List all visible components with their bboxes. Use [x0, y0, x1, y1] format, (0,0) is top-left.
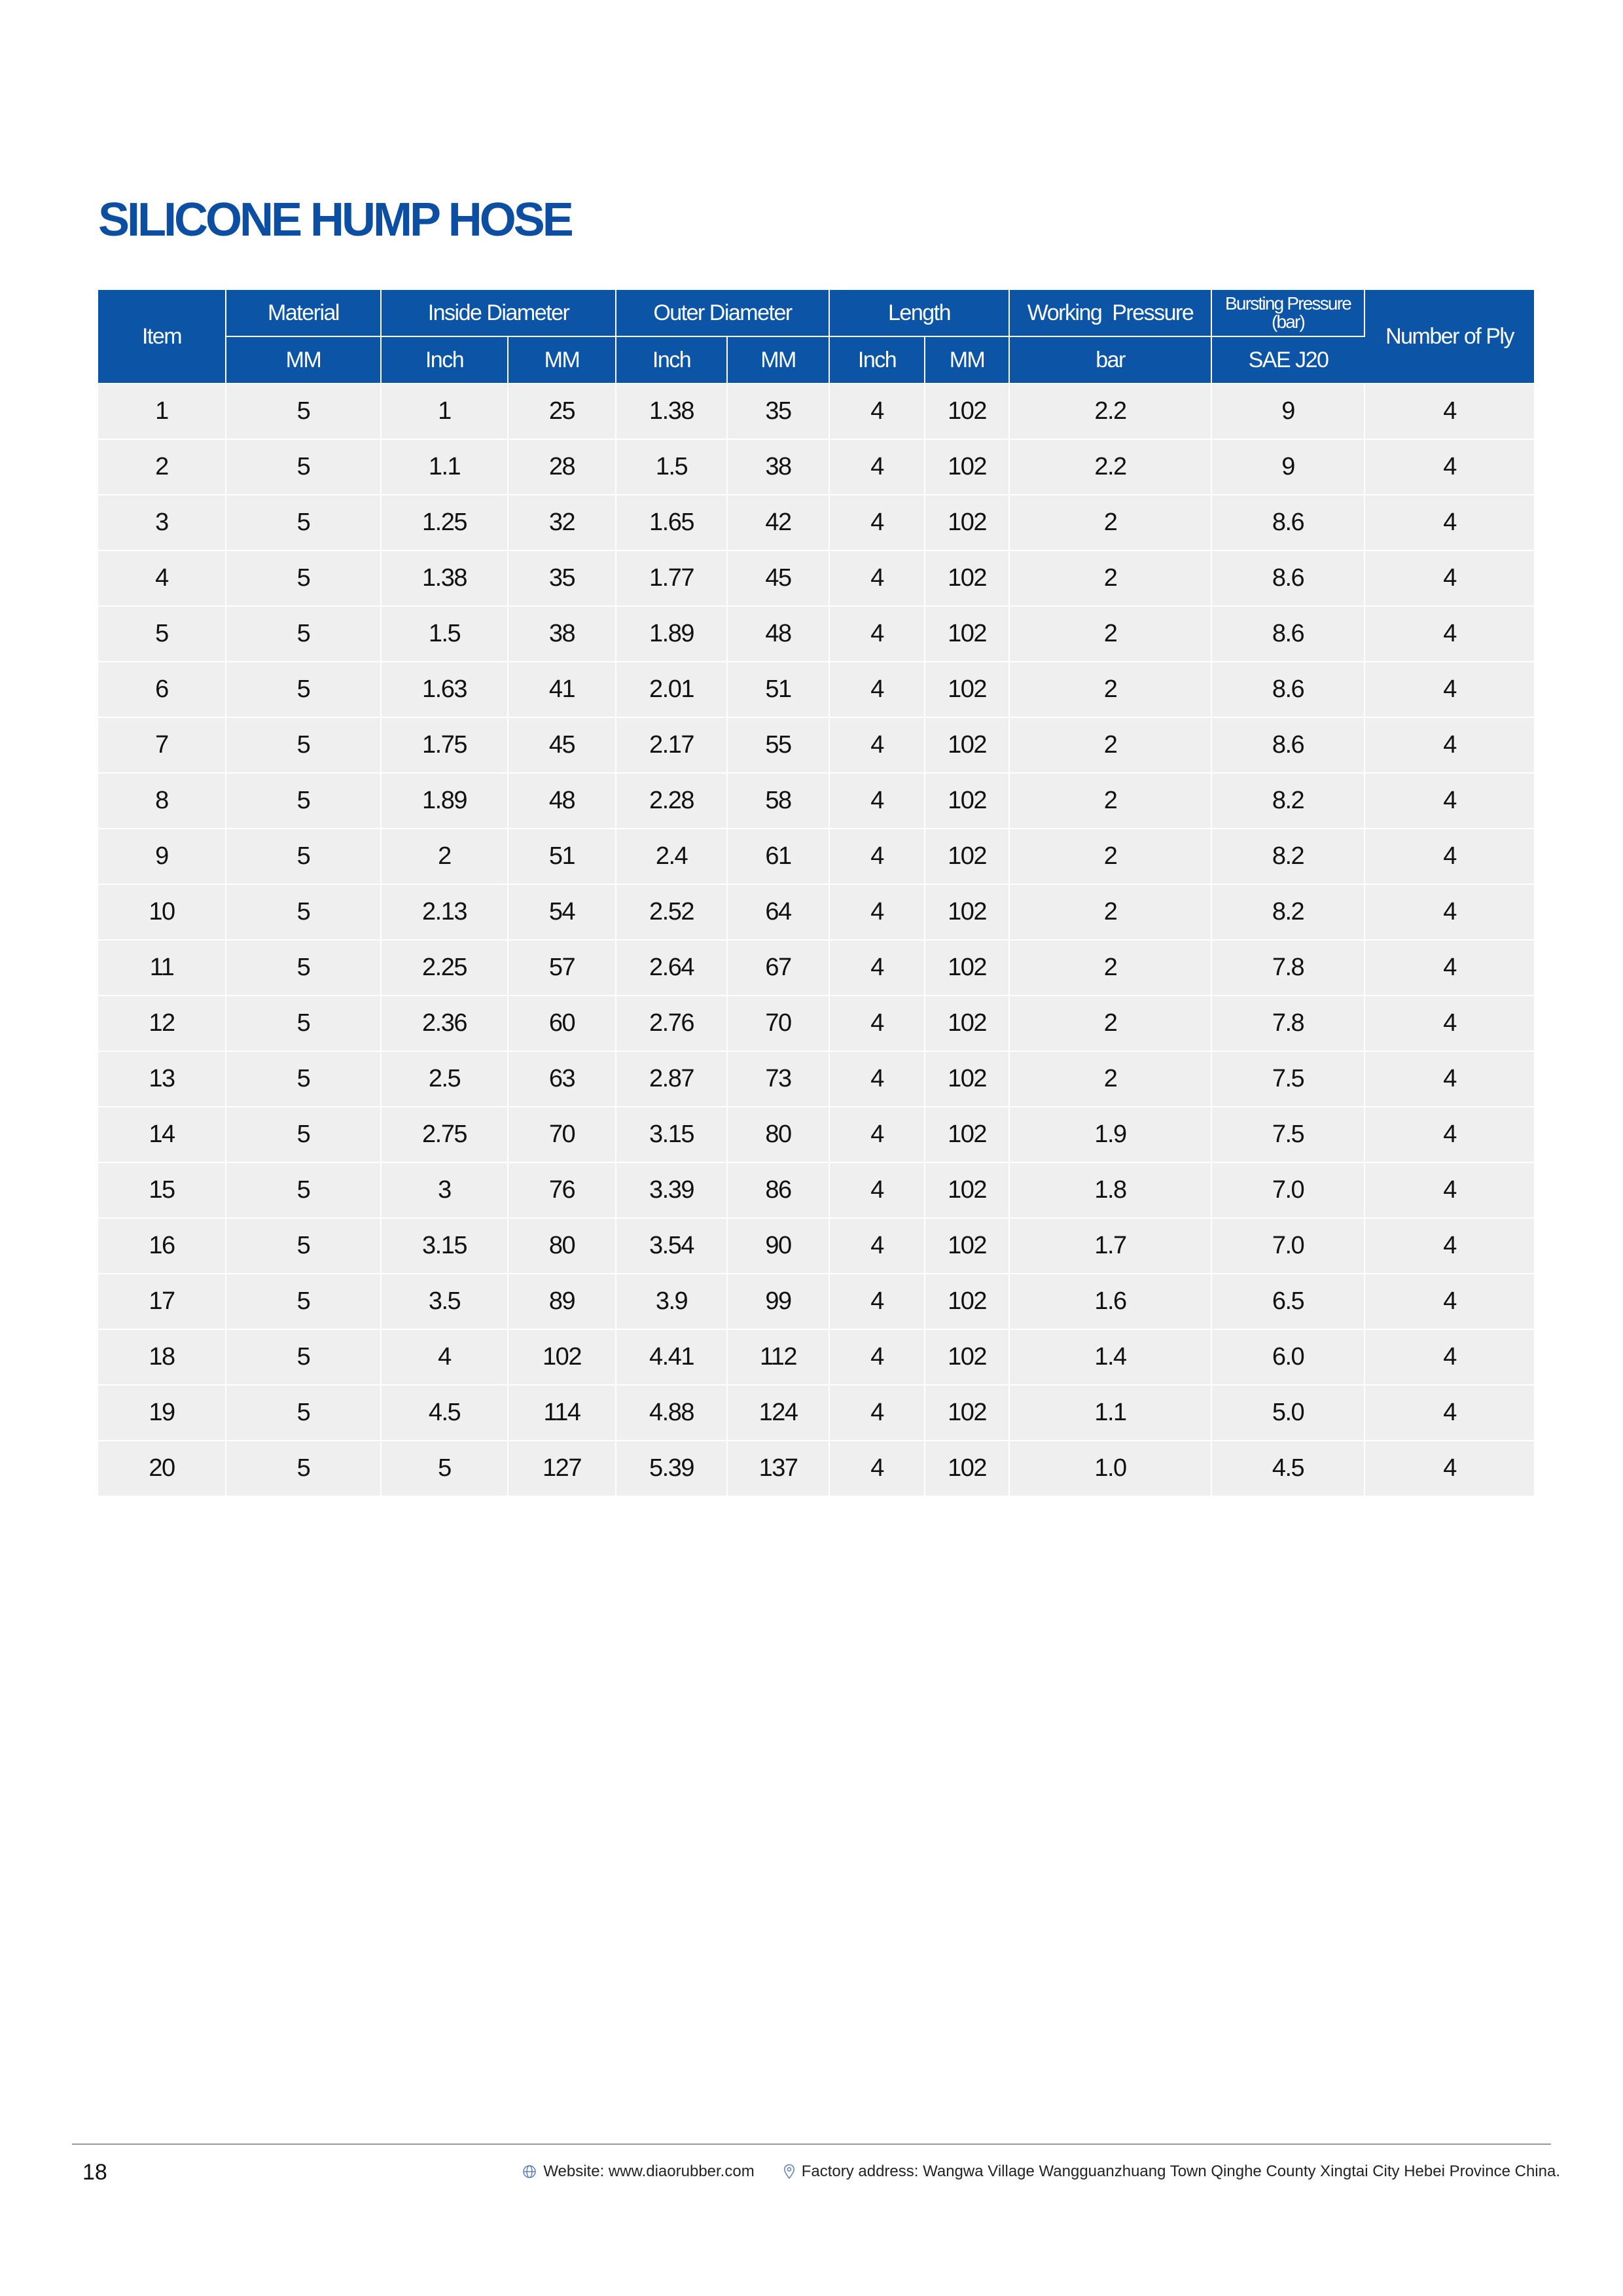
cell-length-inch: 4 — [829, 996, 925, 1051]
cell-material-mm: 5 — [226, 1274, 381, 1329]
cell-length-inch: 4 — [829, 662, 925, 717]
cell-working-pressure: 2 — [1009, 996, 1211, 1051]
cell-length-mm: 102 — [925, 1051, 1009, 1107]
cell-length-mm: 102 — [925, 773, 1009, 829]
cell-id-inch: 1 — [381, 384, 508, 439]
cell-working-pressure: 2 — [1009, 717, 1211, 773]
header-material: Material — [226, 290, 381, 336]
cell-length-mm: 102 — [925, 1107, 1009, 1162]
cell-length-mm: 102 — [925, 495, 1009, 550]
cell-id-inch: 4.5 — [381, 1385, 508, 1441]
cell-length-inch: 4 — [829, 829, 925, 884]
cell-number-of-ply: 4 — [1364, 550, 1534, 606]
cell-working-pressure: 2 — [1009, 1051, 1211, 1107]
table-body — [98, 384, 1534, 1496]
cell-od-inch: 4.41 — [616, 1329, 727, 1385]
cell-item: 19 — [98, 1385, 226, 1441]
cell-material-mm: 5 — [226, 717, 381, 773]
cell-id-inch: 1.63 — [381, 662, 508, 717]
cell-bursting-pressure: 8.6 — [1211, 717, 1364, 773]
cell-id-inch: 1.1 — [381, 439, 508, 495]
cell-material-mm: 5 — [226, 1329, 381, 1385]
cell-id-mm: 127 — [508, 1441, 616, 1496]
cell-od-inch: 1.65 — [616, 495, 727, 550]
cell-bursting-pressure: 7.0 — [1211, 1218, 1364, 1274]
cell-material-mm: 5 — [226, 773, 381, 829]
cell-bursting-pressure: 6.5 — [1211, 1274, 1364, 1329]
cell-bursting-pressure: 7.0 — [1211, 1162, 1364, 1218]
subheader-id-mm: MM — [508, 336, 616, 384]
cell-length-mm: 102 — [925, 384, 1009, 439]
cell-item: 15 — [98, 1162, 226, 1218]
subheader-length-inch: Inch — [829, 336, 925, 384]
cell-od-inch: 2.28 — [616, 773, 727, 829]
cell-item: 2 — [98, 439, 226, 495]
cell-item: 20 — [98, 1441, 226, 1496]
cell-item: 9 — [98, 829, 226, 884]
cell-number-of-ply: 4 — [1364, 1218, 1534, 1274]
cell-item: 18 — [98, 1329, 226, 1385]
table-row — [98, 884, 1534, 940]
cell-od-mm: 124 — [727, 1385, 829, 1441]
cell-id-mm: 102 — [508, 1329, 616, 1385]
table-row — [98, 662, 1534, 717]
cell-bursting-pressure: 8.2 — [1211, 884, 1364, 940]
cell-od-inch: 2.01 — [616, 662, 727, 717]
cell-number-of-ply: 4 — [1364, 884, 1534, 940]
cell-od-mm: 73 — [727, 1051, 829, 1107]
cell-number-of-ply: 4 — [1364, 606, 1534, 662]
cell-length-inch: 4 — [829, 1385, 925, 1441]
cell-length-inch: 4 — [829, 940, 925, 996]
cell-od-inch: 4.88 — [616, 1385, 727, 1441]
cell-od-mm: 61 — [727, 829, 829, 884]
cell-id-mm: 28 — [508, 439, 616, 495]
cell-od-mm: 45 — [727, 550, 829, 606]
cell-od-inch: 3.15 — [616, 1107, 727, 1162]
cell-id-mm: 32 — [508, 495, 616, 550]
subheader-bp-standard: SAE J20 — [1211, 336, 1364, 384]
cell-bursting-pressure: 9 — [1211, 439, 1364, 495]
cell-working-pressure: 2.2 — [1009, 384, 1211, 439]
cell-od-mm: 55 — [727, 717, 829, 773]
cell-bursting-pressure: 7.8 — [1211, 940, 1364, 996]
cell-id-mm: 114 — [508, 1385, 616, 1441]
cell-length-inch: 4 — [829, 1051, 925, 1107]
cell-number-of-ply: 4 — [1364, 384, 1534, 439]
cell-id-mm: 70 — [508, 1107, 616, 1162]
cell-material-mm: 5 — [226, 1385, 381, 1441]
cell-od-mm: 90 — [727, 1218, 829, 1274]
subheader-id-inch: Inch — [381, 336, 508, 384]
cell-length-mm: 102 — [925, 1441, 1009, 1496]
cell-number-of-ply: 4 — [1364, 773, 1534, 829]
cell-number-of-ply: 4 — [1364, 439, 1534, 495]
cell-od-inch: 2.76 — [616, 996, 727, 1051]
subheader-row — [98, 336, 1534, 384]
cell-material-mm: 5 — [226, 829, 381, 884]
cell-working-pressure: 2 — [1009, 550, 1211, 606]
cell-od-inch: 2.87 — [616, 1051, 727, 1107]
spec-table — [98, 290, 1534, 1497]
cell-bursting-pressure: 7.5 — [1211, 1107, 1364, 1162]
cell-item: 14 — [98, 1107, 226, 1162]
cell-od-mm: 137 — [727, 1441, 829, 1496]
cell-material-mm: 5 — [226, 1162, 381, 1218]
cell-id-inch: 2.5 — [381, 1051, 508, 1107]
cell-bursting-pressure: 8.2 — [1211, 773, 1364, 829]
cell-item: 8 — [98, 773, 226, 829]
cell-length-inch: 4 — [829, 550, 925, 606]
website-text: Website: www.diaorubber.com — [543, 2162, 755, 2180]
address-text: Factory address: Wangwa Village Wangguanzhuang Town Qinghe County Xingtai City Hebei Province China. — [801, 2162, 1560, 2180]
cell-length-mm: 102 — [925, 1329, 1009, 1385]
cell-od-mm: 48 — [727, 606, 829, 662]
cell-number-of-ply: 4 — [1364, 1441, 1534, 1496]
footer-address — [783, 2162, 1560, 2181]
cell-material-mm: 5 — [226, 439, 381, 495]
cell-working-pressure: 2 — [1009, 495, 1211, 550]
cell-number-of-ply: 4 — [1364, 495, 1534, 550]
cell-od-mm: 42 — [727, 495, 829, 550]
cell-id-mm: 60 — [508, 996, 616, 1051]
cell-length-mm: 102 — [925, 606, 1009, 662]
cell-material-mm: 5 — [226, 996, 381, 1051]
cell-length-mm: 102 — [925, 940, 1009, 996]
table-row — [98, 1218, 1534, 1274]
table-row — [98, 1274, 1534, 1329]
cell-length-mm: 102 — [925, 439, 1009, 495]
cell-od-mm: 80 — [727, 1107, 829, 1162]
table-row — [98, 1051, 1534, 1107]
cell-id-inch: 1.38 — [381, 550, 508, 606]
cell-length-inch: 4 — [829, 1218, 925, 1274]
table-row — [98, 996, 1534, 1051]
cell-od-mm: 64 — [727, 884, 829, 940]
cell-bursting-pressure: 6.0 — [1211, 1329, 1364, 1385]
cell-material-mm: 5 — [226, 884, 381, 940]
table-row — [98, 495, 1534, 550]
cell-material-mm: 5 — [226, 1218, 381, 1274]
header-item: Item — [98, 290, 226, 384]
cell-working-pressure: 2 — [1009, 884, 1211, 940]
cell-id-inch: 5 — [381, 1441, 508, 1496]
header-length: Length — [829, 290, 1009, 336]
cell-id-mm: 41 — [508, 662, 616, 717]
subheader-length-mm: MM — [925, 336, 1009, 384]
cell-working-pressure: 1.8 — [1009, 1162, 1211, 1218]
cell-material-mm: 5 — [226, 1441, 381, 1496]
cell-bursting-pressure: 8.2 — [1211, 829, 1364, 884]
cell-length-mm: 102 — [925, 1385, 1009, 1441]
subheader-wp-unit: bar — [1009, 336, 1211, 384]
cell-bursting-pressure: 7.5 — [1211, 1051, 1364, 1107]
cell-id-mm: 35 — [508, 550, 616, 606]
cell-item: 6 — [98, 662, 226, 717]
cell-od-mm: 112 — [727, 1329, 829, 1385]
cell-od-mm: 86 — [727, 1162, 829, 1218]
header-number-of-ply: Number of Ply — [1364, 290, 1534, 384]
cell-working-pressure: 2 — [1009, 606, 1211, 662]
cell-length-mm: 102 — [925, 717, 1009, 773]
cell-length-inch: 4 — [829, 384, 925, 439]
cell-bursting-pressure: 8.6 — [1211, 495, 1364, 550]
cell-bursting-pressure: 5.0 — [1211, 1385, 1364, 1441]
page-number: 18 — [82, 2160, 107, 2185]
table-row — [98, 384, 1534, 439]
table-row — [98, 1162, 1534, 1218]
cell-working-pressure: 1.9 — [1009, 1107, 1211, 1162]
cell-bursting-pressure: 9 — [1211, 384, 1364, 439]
cell-material-mm: 5 — [226, 1107, 381, 1162]
cell-working-pressure: 1.1 — [1009, 1385, 1211, 1441]
cell-length-mm: 102 — [925, 550, 1009, 606]
cell-od-inch: 2.17 — [616, 717, 727, 773]
cell-number-of-ply: 4 — [1364, 1274, 1534, 1329]
footer-divider — [72, 2144, 1551, 2145]
cell-length-mm: 102 — [925, 829, 1009, 884]
cell-material-mm: 5 — [226, 662, 381, 717]
cell-length-inch: 4 — [829, 606, 925, 662]
cell-number-of-ply: 4 — [1364, 1051, 1534, 1107]
cell-item: 7 — [98, 717, 226, 773]
table-row — [98, 606, 1534, 662]
cell-id-inch: 2.13 — [381, 884, 508, 940]
cell-number-of-ply: 4 — [1364, 662, 1534, 717]
cell-length-inch: 4 — [829, 884, 925, 940]
cell-bursting-pressure: 8.6 — [1211, 606, 1364, 662]
table-row — [98, 940, 1534, 996]
cell-od-inch: 5.39 — [616, 1441, 727, 1496]
cell-id-mm: 76 — [508, 1162, 616, 1218]
cell-id-inch: 4 — [381, 1329, 508, 1385]
subheader-od-inch: Inch — [616, 336, 727, 384]
cell-item: 4 — [98, 550, 226, 606]
cell-item: 3 — [98, 495, 226, 550]
cell-id-mm: 63 — [508, 1051, 616, 1107]
footer-info — [522, 2162, 1560, 2181]
cell-od-mm: 58 — [727, 773, 829, 829]
cell-od-inch: 2.64 — [616, 940, 727, 996]
cell-material-mm: 5 — [226, 495, 381, 550]
cell-number-of-ply: 4 — [1364, 1162, 1534, 1218]
cell-item: 13 — [98, 1051, 226, 1107]
cell-working-pressure: 1.4 — [1009, 1329, 1211, 1385]
subheader-material-unit: MM — [226, 336, 381, 384]
cell-bursting-pressure: 8.6 — [1211, 662, 1364, 717]
cell-length-mm: 102 — [925, 1274, 1009, 1329]
cell-number-of-ply: 4 — [1364, 996, 1534, 1051]
cell-material-mm: 5 — [226, 606, 381, 662]
cell-od-mm: 35 — [727, 384, 829, 439]
cell-bursting-pressure: 7.8 — [1211, 996, 1364, 1051]
cell-id-inch: 3 — [381, 1162, 508, 1218]
cell-od-inch: 2.4 — [616, 829, 727, 884]
cell-length-mm: 102 — [925, 884, 1009, 940]
cell-material-mm: 5 — [226, 384, 381, 439]
cell-od-inch: 2.52 — [616, 884, 727, 940]
cell-working-pressure: 2.2 — [1009, 439, 1211, 495]
cell-item: 12 — [98, 996, 226, 1051]
globe-icon — [522, 2164, 537, 2179]
cell-id-mm: 57 — [508, 940, 616, 996]
cell-id-mm: 38 — [508, 606, 616, 662]
cell-length-mm: 102 — [925, 1218, 1009, 1274]
cell-length-mm: 102 — [925, 996, 1009, 1051]
cell-id-inch: 2.25 — [381, 940, 508, 996]
cell-id-inch: 2 — [381, 829, 508, 884]
cell-working-pressure: 2 — [1009, 940, 1211, 996]
cell-id-inch: 3.5 — [381, 1274, 508, 1329]
cell-length-inch: 4 — [829, 495, 925, 550]
table-row — [98, 773, 1534, 829]
cell-id-mm: 25 — [508, 384, 616, 439]
cell-od-inch: 1.77 — [616, 550, 727, 606]
subheader-od-mm: MM — [727, 336, 829, 384]
cell-length-inch: 4 — [829, 1441, 925, 1496]
cell-id-mm: 51 — [508, 829, 616, 884]
cell-item: 5 — [98, 606, 226, 662]
header-inside-diameter: Inside Diameter — [381, 290, 616, 336]
cell-working-pressure: 2 — [1009, 829, 1211, 884]
cell-length-inch: 4 — [829, 717, 925, 773]
cell-id-inch: 1.89 — [381, 773, 508, 829]
page-title: SILICONE HUMP HOSE — [98, 194, 571, 246]
cell-length-inch: 4 — [829, 439, 925, 495]
header-row — [98, 290, 1534, 336]
cell-length-mm: 102 — [925, 1162, 1009, 1218]
table-row — [98, 439, 1534, 495]
cell-bursting-pressure: 4.5 — [1211, 1441, 1364, 1496]
table-row — [98, 1107, 1534, 1162]
cell-item: 16 — [98, 1218, 226, 1274]
cell-length-inch: 4 — [829, 773, 925, 829]
cell-od-inch: 3.9 — [616, 1274, 727, 1329]
table-row — [98, 550, 1534, 606]
header-bursting-pressure: Bursting Pressure (bar) — [1211, 290, 1364, 336]
table-row — [98, 1385, 1534, 1441]
cell-od-mm: 99 — [727, 1274, 829, 1329]
cell-length-inch: 4 — [829, 1107, 925, 1162]
cell-material-mm: 5 — [226, 940, 381, 996]
footer-website — [522, 2162, 754, 2181]
cell-od-inch: 1.38 — [616, 384, 727, 439]
cell-number-of-ply: 4 — [1364, 717, 1534, 773]
cell-working-pressure: 1.7 — [1009, 1218, 1211, 1274]
cell-item: 17 — [98, 1274, 226, 1329]
cell-id-inch: 2.75 — [381, 1107, 508, 1162]
cell-od-inch: 3.39 — [616, 1162, 727, 1218]
cell-od-mm: 51 — [727, 662, 829, 717]
cell-item: 10 — [98, 884, 226, 940]
cell-material-mm: 5 — [226, 1051, 381, 1107]
cell-od-inch: 1.89 — [616, 606, 727, 662]
cell-bursting-pressure: 8.6 — [1211, 550, 1364, 606]
cell-item: 11 — [98, 940, 226, 996]
table-row — [98, 717, 1534, 773]
cell-id-inch: 3.15 — [381, 1218, 508, 1274]
cell-id-mm: 48 — [508, 773, 616, 829]
cell-number-of-ply: 4 — [1364, 829, 1534, 884]
table-row — [98, 829, 1534, 884]
cell-material-mm: 5 — [226, 550, 381, 606]
cell-length-inch: 4 — [829, 1274, 925, 1329]
cell-id-inch: 1.75 — [381, 717, 508, 773]
location-pin-icon — [783, 2164, 795, 2179]
table-row — [98, 1441, 1534, 1496]
header-outer-diameter: Outer Diameter — [616, 290, 829, 336]
cell-id-inch: 1.5 — [381, 606, 508, 662]
cell-length-inch: 4 — [829, 1329, 925, 1385]
cell-number-of-ply: 4 — [1364, 1385, 1534, 1441]
cell-working-pressure: 1.6 — [1009, 1274, 1211, 1329]
cell-number-of-ply: 4 — [1364, 1329, 1534, 1385]
cell-id-mm: 54 — [508, 884, 616, 940]
cell-length-inch: 4 — [829, 1162, 925, 1218]
cell-od-inch: 3.54 — [616, 1218, 727, 1274]
cell-item: 1 — [98, 384, 226, 439]
cell-id-mm: 80 — [508, 1218, 616, 1274]
cell-od-mm: 70 — [727, 996, 829, 1051]
cell-od-mm: 67 — [727, 940, 829, 996]
cell-working-pressure: 2 — [1009, 773, 1211, 829]
cell-od-inch: 1.5 — [616, 439, 727, 495]
cell-working-pressure: 2 — [1009, 662, 1211, 717]
cell-id-mm: 89 — [508, 1274, 616, 1329]
cell-length-mm: 102 — [925, 662, 1009, 717]
cell-number-of-ply: 4 — [1364, 940, 1534, 996]
cell-id-mm: 45 — [508, 717, 616, 773]
header-working-pressure: Working Pressure — [1009, 290, 1211, 336]
table-row — [98, 1329, 1534, 1385]
cell-od-mm: 38 — [727, 439, 829, 495]
cell-working-pressure: 1.0 — [1009, 1441, 1211, 1496]
cell-id-inch: 1.25 — [381, 495, 508, 550]
cell-number-of-ply: 4 — [1364, 1107, 1534, 1162]
cell-id-inch: 2.36 — [381, 996, 508, 1051]
